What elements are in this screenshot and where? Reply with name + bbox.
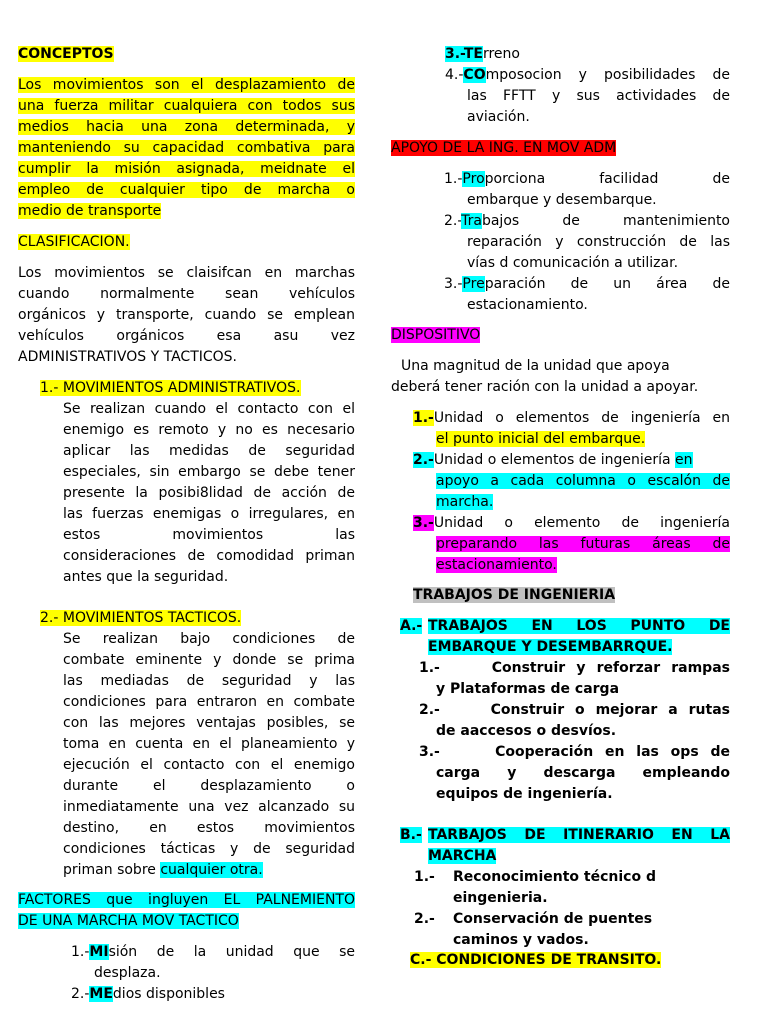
section-b-item: eingenieria. bbox=[453, 890, 548, 906]
conceptos-line: medio de transporte bbox=[18, 203, 162, 219]
conceptos-line: cumplir la misión asignada, meidnate el bbox=[18, 161, 355, 177]
mov-adm-line: consideraciones de comodidad priman bbox=[63, 548, 355, 564]
section-a-item-num: 1.- bbox=[419, 660, 440, 676]
mov-adm-line: aplicar las medidas de seguridad bbox=[63, 443, 355, 459]
section-b-item: Reconocimiento técnico d bbox=[453, 869, 656, 885]
clasificacion-line: orgánicos y transporte, cuando se emplean bbox=[18, 307, 355, 323]
mov-tac-line: durante el desplazamiento o bbox=[63, 778, 355, 794]
mov-adm-line: Se realizan cuando el contacto con el bbox=[63, 401, 355, 417]
factores-heading: FACTORES que ingluyen EL PALNEMIENTO bbox=[18, 892, 355, 908]
mov-tac-line: combate eminente y donde se prima bbox=[63, 652, 355, 668]
apoyo-heading: APOYO DE LA ING. EN MOV ADM bbox=[391, 140, 617, 156]
conceptos-line: manteniendo su capacidad combativa para bbox=[18, 140, 355, 156]
mov-adm-line: antes que la seguridad. bbox=[63, 569, 229, 585]
conceptos-line: empleo de cualquier tipo de marcha o bbox=[18, 182, 355, 198]
factor-item-cont: las FFTT y sus actividades de bbox=[467, 88, 730, 104]
section-a-item: Cooperación en las ops de bbox=[436, 744, 730, 760]
mov-tac-line: ejecución el contacto con el enemigo bbox=[63, 757, 355, 773]
mov-tac-line: Se realizan bajo condiciones de bbox=[63, 631, 355, 647]
mov-tac-line: inmediatamente una vez alcanzado su bbox=[63, 799, 355, 815]
section-a-item: y Plataformas de carga bbox=[436, 681, 620, 697]
mov-adm-line: estos movimientos las bbox=[63, 527, 355, 543]
mov-tac-line: condiciones tácticas y de seguridad bbox=[63, 841, 355, 857]
mov-adm-line: especiales, sin embargo se debe tener bbox=[63, 464, 355, 480]
mov-tac-line: condiciones para entraron en combate bbox=[63, 694, 355, 710]
mov-tac-line: con las mejores ventajas posibles, se bbox=[63, 715, 355, 731]
conceptos-line: medios hacia una zona determinada, y bbox=[18, 119, 355, 135]
conceptos-line: una fuerza militar cualquiera con todos sus bbox=[18, 98, 355, 114]
apoyo-item: 1.-Proporciona facilidad de bbox=[444, 171, 730, 187]
factores-heading: DE UNA MARCHA MOV TACTICO bbox=[18, 913, 239, 929]
mov-tac-line: toma en cuenta en el planeamiento y bbox=[63, 736, 355, 752]
dispositivo-item-cont: apoyo a cada columna o escalón de bbox=[436, 473, 730, 489]
apoyo-item-cont: estacionamiento. bbox=[467, 297, 588, 313]
clasificacion-heading: CLASIFICACION. bbox=[18, 234, 130, 250]
apoyo-item: 2.-Trabajos de mantenimiento bbox=[444, 213, 730, 229]
mov-tac-line: priman sobre cualquier otra. bbox=[63, 862, 263, 878]
dispositivo-item-cont: el punto inicial del embarque. bbox=[436, 431, 646, 447]
section-a-title: EMBARQUE Y DESEMBARRQUE. bbox=[428, 639, 673, 655]
apoyo-item-cont: reparación y construcción de las bbox=[467, 234, 730, 250]
mov-adm-heading: 1.- MOVIMIENTOS ADMINISTRATIVOS. bbox=[40, 380, 301, 396]
conceptos-heading: CONCEPTOS bbox=[18, 46, 114, 62]
dispositivo-item-cont: marcha. bbox=[436, 494, 494, 510]
section-b-item: Conservación de puentes bbox=[453, 911, 653, 927]
clasificacion-line: vehículos orgánicos esa asu vez bbox=[18, 328, 355, 344]
mov-adm-line: presente la posibi8lidad de acción de bbox=[63, 485, 355, 501]
section-c-heading: C.- CONDICIONES DE TRANSITO. bbox=[410, 952, 662, 968]
section-b-item-num: 2.- bbox=[414, 911, 435, 927]
mov-adm-line: las fuerzas enemigas o irregulares, en bbox=[63, 506, 355, 522]
dispositivo-item-cont: estacionamiento. bbox=[436, 557, 557, 573]
clasificacion-line: ADMINISTRATIVOS Y TACTICOS. bbox=[18, 349, 238, 365]
section-b-title: TARBAJOS DE ITINERARIO EN LA bbox=[428, 827, 730, 843]
section-b-item-num: 1.- bbox=[414, 869, 435, 885]
mov-tac-line: destino, en estos movimientos bbox=[63, 820, 355, 836]
factor-item-cont: desplaza. bbox=[94, 965, 161, 981]
mov-tac-line: las mediadas de seguridad y las bbox=[63, 673, 355, 689]
dispositivo-line: Una magnitud de la unidad que apoya bbox=[401, 358, 670, 374]
clasificacion-line: Los movimientos se claisifcan en marchas bbox=[18, 265, 355, 281]
section-a-item: carga y descarga empleando bbox=[436, 765, 730, 781]
apoyo-item-cont: vías d comunicación a utilizar. bbox=[467, 255, 679, 271]
section-a-item-num: 2.- bbox=[419, 702, 440, 718]
trabajos-heading: TRABAJOS DE INGENIERIA bbox=[413, 587, 616, 603]
section-a-label: A.- bbox=[400, 618, 423, 634]
section-a-item-num: 3.- bbox=[419, 744, 440, 760]
factor-item: 2.-MEdios disponibles bbox=[71, 986, 225, 1002]
apoyo-item-cont: embarque y desembarque. bbox=[467, 192, 657, 208]
section-a-title: TRABAJOS EN LOS PUNTO DE bbox=[428, 618, 730, 634]
factor-item: 3.-TErreno bbox=[445, 46, 520, 62]
dispositivo-line: deberá tener ración con la unidad a apoyar. bbox=[391, 379, 699, 395]
section-a-item: equipos de ingeniería. bbox=[436, 786, 613, 802]
dispositivo-item-cont: preparando las futuras áreas de bbox=[436, 536, 730, 552]
mov-adm-line: enemigo es remoto y no es necesario bbox=[63, 422, 355, 438]
section-a-item: Construir y reforzar rampas bbox=[436, 660, 730, 676]
factor-item: 1.-MIsión de la unidad que se bbox=[71, 944, 355, 960]
section-a-item: de aaccesos o desvíos. bbox=[436, 723, 617, 739]
section-a-item: Construir o mejorar a rutas bbox=[436, 702, 730, 718]
section-b-item: caminos y vados. bbox=[453, 932, 589, 948]
mov-tac-heading: 2.- MOVIMIENTOS TACTICOS. bbox=[40, 610, 242, 626]
dispositivo-item: 2.-Unidad o elementos de ingeniería en bbox=[413, 452, 693, 468]
dispositivo-item: 3.-Unidad o elemento de ingeniería bbox=[413, 515, 730, 531]
section-b-title: MARCHA bbox=[428, 848, 497, 864]
section-b-label: B.- bbox=[400, 827, 422, 843]
factor-item: 4.-COmposocion y posibilidades de bbox=[445, 67, 730, 83]
dispositivo-heading: DISPOSITIVO bbox=[391, 327, 481, 343]
conceptos-line: Los movimientos son el desplazamiento de bbox=[18, 77, 355, 93]
factor-item-cont: aviación. bbox=[467, 109, 530, 125]
dispositivo-item: 1.-Unidad o elementos de ingeniería en bbox=[413, 410, 730, 426]
clasificacion-line: cuando normalmente sean vehículos bbox=[18, 286, 355, 302]
apoyo-item: 3.-Preparación de un área de bbox=[444, 276, 730, 292]
